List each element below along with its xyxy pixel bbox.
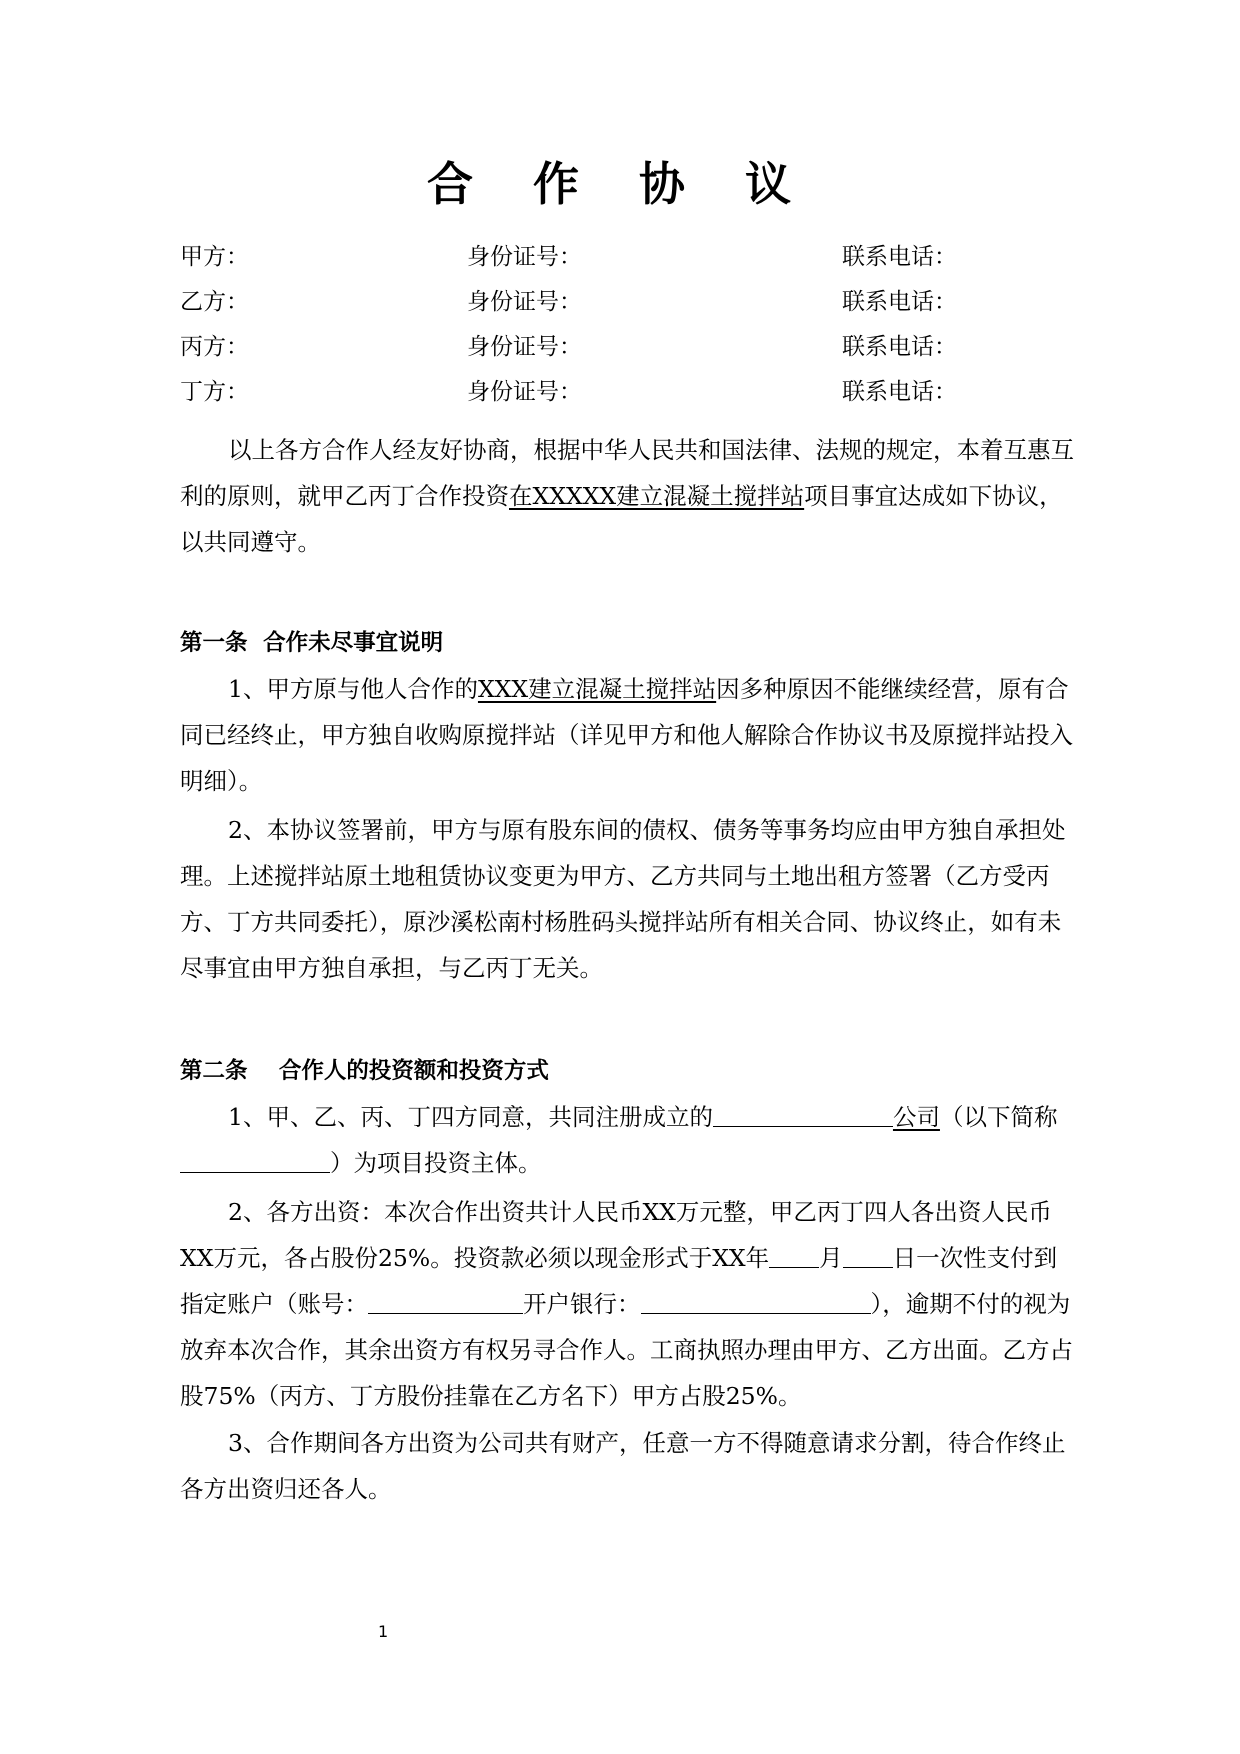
party-label: 丙方：	[180, 334, 249, 360]
article-2-heading: 第二条 合作人的投资额和投资方式	[180, 1058, 549, 1084]
article-1-clause-1: 1、甲方原与他人合作的XXX建立混凝土搅拌站因多种原因不能继续经营，原有合同已经终止，甲方独自收购原搅拌站（详见甲方和他人解除合作协议书及原搅拌站投入明细）。	[180, 675, 1073, 795]
phone-label: 联系电话：	[842, 289, 957, 315]
party-label: 丁方：	[180, 379, 249, 405]
id-number-label: 身份证号：	[467, 334, 582, 360]
page-number: 1	[378, 1622, 389, 1641]
phone-label: 联系电话：	[842, 379, 957, 405]
bank-name-blank[interactable]	[641, 1289, 871, 1314]
party-row-yi	[180, 282, 1080, 322]
project-name: 在XXXXX建立混凝土搅拌站	[509, 482, 805, 510]
phone-label: 联系电话：	[842, 244, 957, 270]
company-name-blank[interactable]	[713, 1102, 893, 1127]
party-label: 甲方：	[180, 244, 249, 270]
account-number-blank[interactable]	[368, 1289, 523, 1314]
party-row-ding	[180, 372, 1080, 412]
day-blank[interactable]	[843, 1243, 893, 1268]
article-2-clause-1: 1、甲、乙、丙、丁四方同意，共同注册成立的 公司（以下简称）为项目投资主体。	[180, 1094, 1080, 1186]
party-label: 乙方：	[180, 289, 249, 315]
intro-paragraph: 以上各方合作人经友好协商，根据中华人民共和国法律、法规的规定，本着互惠互利的原则，就甲乙丙丁合作投资在XXXXX建立混凝土搅拌站项目事宜达成如下协议，以共同遵守。	[180, 436, 1074, 556]
article-2-clause-2: 2、各方出资：本次合作出资共计人民币XX万元整，甲乙丙丁四人各出资人民币XX万元，各占股份25%。投资款必须以现金形式于XX年 月 日一次性支付到指定账户（账号： 开户银行： ），逾期不付的视为放弃本次合作，其余出资方有权另寻合作人。工商执照办理由甲方、乙方出面。乙方占股75%（丙方、丁方股份挂靠在乙方名下）甲方占股25%。	[180, 1198, 1073, 1410]
article-1-clause-2: 2、本协议签署前，甲方与原有股东间的债权、债务等事务均应由甲方独自承担处理。上述搅拌站原土地租赁协议变更为甲方、乙方共同与土地出租方签署（乙方受丙方、丁方共同委托），原沙溪松南村杨胜码头搅拌站所有相关合同、协议终止，如有未尽事宜由甲方独自承担，与乙丙丁无关。	[180, 816, 1066, 982]
phone-label: 联系电话：	[842, 334, 957, 360]
article-1-heading: 第一条 合作未尽事宜说明	[180, 630, 444, 656]
original-project-name: XXX建立混凝土搅拌站	[477, 675, 717, 703]
party-row-bing	[180, 327, 1080, 367]
short-name-blank[interactable]	[180, 1148, 330, 1173]
id-number-label: 身份证号：	[467, 379, 582, 405]
party-row-jia	[180, 237, 1080, 277]
article-2-clause-3: 3、合作期间各方出资为公司共有财产，任意一方不得随意请求分割，待合作终止各方出资归还各人。	[180, 1429, 1066, 1503]
id-number-label: 身份证号：	[467, 289, 582, 315]
id-number-label: 身份证号：	[467, 244, 582, 270]
document-title: 合 作 协 议	[426, 157, 814, 211]
month-blank[interactable]	[769, 1243, 819, 1268]
